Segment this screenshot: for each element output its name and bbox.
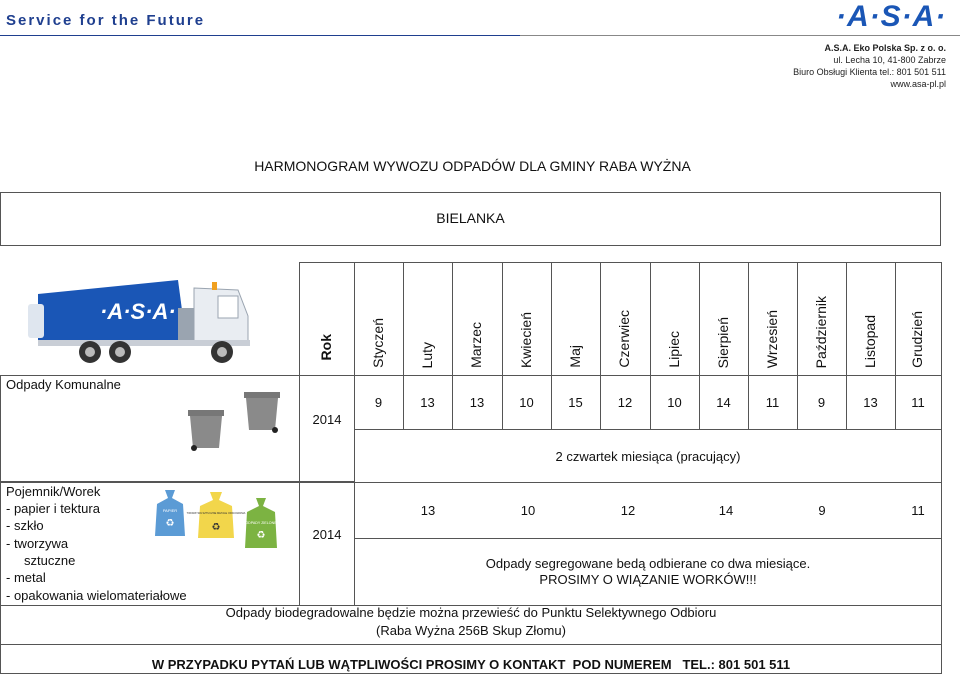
day-value: 13 xyxy=(863,395,878,410)
communal-year-cell xyxy=(299,375,355,482)
header-divider xyxy=(0,35,520,36)
day-value: 9 xyxy=(817,395,826,410)
communal-year: 2014 xyxy=(312,412,342,427)
svg-text:♻: ♻ xyxy=(165,518,175,529)
header-divider-right xyxy=(520,35,960,36)
garbage-truck-icon xyxy=(28,272,256,368)
day-value: 13 xyxy=(469,395,485,410)
communal-label: Odpady Komunalne xyxy=(6,377,121,392)
page-title: HARMONOGRAM WYWOZU ODPADÓW DLA GMINY RABA WYŻNA xyxy=(254,158,691,174)
segregated-note-line1: Odpady segregowane bedą odbierane co dwa miesiące. xyxy=(485,556,811,571)
company-address: ul. Lecha 10, 41-800 Zabrze xyxy=(833,55,946,65)
segregated-day-value: 14 xyxy=(718,503,734,518)
list-item: - szkło xyxy=(6,518,44,533)
list-item: - tworzywa xyxy=(6,536,69,551)
day-value: 14 xyxy=(716,395,731,410)
segregated-day-value: 9 xyxy=(818,503,826,518)
month-label: Kwiecień xyxy=(517,311,534,368)
bag-label: ODPADY ZIELONE xyxy=(245,521,277,525)
list-item: - metal xyxy=(6,570,46,585)
bio-line2: (Raba Wyżna 256B Skup Złomu) xyxy=(376,623,566,638)
day-value: 9 xyxy=(374,395,383,410)
segregated-year-cell xyxy=(299,482,355,606)
segregated-label: Pojemnik/Worek xyxy=(6,484,101,499)
bin-icon xyxy=(242,390,282,434)
month-label: Sierpień xyxy=(714,316,731,368)
bag-label: TWORZYWA SZTUCZNE METALE OPAKOWANIA xyxy=(186,512,246,515)
day-value: 10 xyxy=(519,395,534,410)
month-label: Listopad xyxy=(861,315,878,368)
month-label: Marzec xyxy=(468,322,484,368)
year-header: Rok xyxy=(318,334,334,361)
day-value: 11 xyxy=(911,395,925,410)
svg-text:♻: ♻ xyxy=(256,530,266,541)
month-label: Czerwiec xyxy=(616,310,632,368)
truck-logo: ·A·S·A· xyxy=(100,299,176,324)
day-value: 15 xyxy=(568,395,583,410)
day-value: 13 xyxy=(420,395,435,410)
month-label: Styczeń xyxy=(369,318,386,368)
company-info xyxy=(793,42,946,90)
segregated-day-value: 10 xyxy=(520,503,536,518)
day-value: 12 xyxy=(617,395,633,410)
list-item: sztuczne xyxy=(6,553,76,568)
month-label: Maj xyxy=(566,345,583,368)
bio-line1: Odpady biodegradowalne będzie można przewieść do Punktu Selektywnego Odbioru xyxy=(225,605,717,620)
segregated-day-value: 11 xyxy=(911,503,925,518)
bin-icon xyxy=(186,406,226,454)
segregated-note-line2: PROSIMY O WIĄZANIE WORKÓW!!! xyxy=(539,572,757,587)
yellow-bag-icon xyxy=(186,490,246,542)
green-bag-icon xyxy=(243,496,279,552)
day-value: 11 xyxy=(765,395,780,410)
company-name: A.S.A. Eko Polska Sp. z o. o. xyxy=(824,43,946,53)
month-label: Grudzień xyxy=(909,311,925,368)
month-label: Październik xyxy=(812,295,829,368)
bag-label: PAPIER xyxy=(162,508,178,513)
segregated-day-value: 13 xyxy=(420,503,436,518)
tagline: Service for the Future xyxy=(6,12,206,29)
list-item: - papier i tektura xyxy=(6,501,100,516)
asa-logo: ·A·S·A· xyxy=(836,0,947,33)
list-item: - opakowania wielomateriałowe xyxy=(6,588,187,603)
day-value: 10 xyxy=(667,395,682,410)
month-label: Wrzesień xyxy=(763,309,780,368)
company-phone: Biuro Obsługi Klienta tel.: 801 501 511 xyxy=(793,67,946,77)
locality-name: BIELANKA xyxy=(436,210,505,226)
segregated-year: 2014 xyxy=(312,527,342,542)
contact-line: W PRZYPADKU PYTAŃ LUB WĄTPLIWOŚCI PROSIMY O KONTAKT POD NUMEREM TEL.: 801 501 511 xyxy=(151,657,791,672)
svg-text:♻: ♻ xyxy=(211,522,221,533)
month-label: Luty xyxy=(418,341,435,368)
month-label: Lipiec xyxy=(665,331,682,368)
blue-bag-icon xyxy=(153,488,187,540)
segregated-day-value: 12 xyxy=(620,503,636,518)
communal-note: 2 czwartek miesiąca (pracujący) xyxy=(555,449,741,464)
company-web: www.asa-pl.pl xyxy=(890,79,946,89)
